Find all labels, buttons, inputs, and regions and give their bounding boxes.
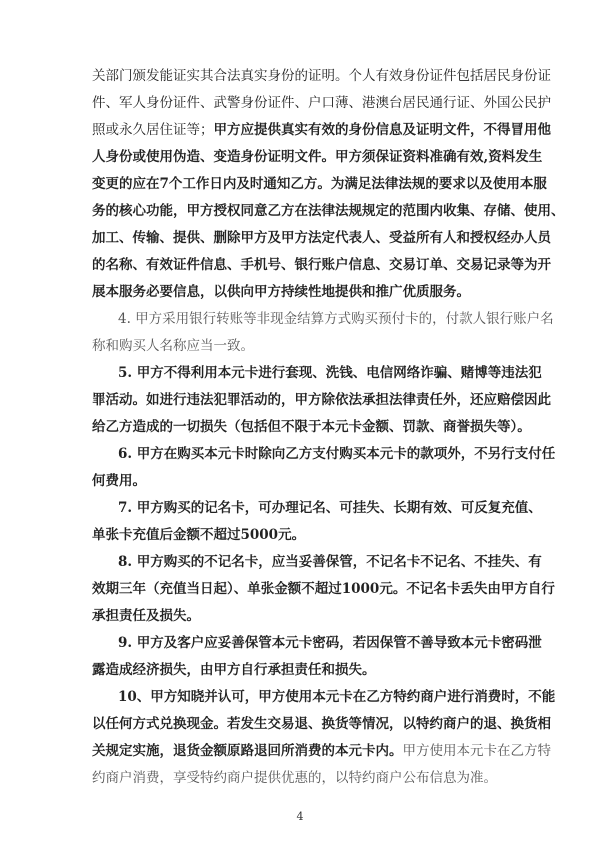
text-line: 6. 甲方在购买本元卡时除向乙方支付购买本元卡的款项外，不另行支付任 — [118, 446, 556, 462]
text-line: 效期三年（充值当日起）、单张金额不超过1000元。不记名卡丢失由甲方自行 — [92, 581, 555, 597]
text-line: 关规定实施，退货金额原路退回所消费的本元卡内。甲方使用本元卡在乙方特 — [92, 743, 551, 759]
text-line: 人身份或使用伪造、变造身份证明文件。甲方须保证资料准确有效,资料发生 — [92, 149, 543, 165]
text-line: 称和购买人名称应当一致。 — [92, 338, 254, 354]
text-line: 承担责任及损失。 — [92, 608, 200, 624]
text-line: 给乙方造成的一切损失（包括但不限于本元卡金额、罚款、商誉损失等）。 — [92, 419, 531, 435]
text-line: 7. 甲方购买的记名卡，可办理记名、可挂失、长期有效、可反复充值、 — [118, 500, 542, 516]
text-line: 露造成经济损失，由甲方自行承担责任和损失。 — [92, 662, 376, 678]
text-line: 罪活动。如进行违法犯罪活动的，甲方除依法承担法律责任外，还应赔偿因此 — [92, 392, 551, 408]
page-number: 4 — [296, 810, 304, 823]
text-line: 件、军人身份证件、武警身份证件、户口薄、港澳台居民通行证、外国公民护 — [92, 95, 551, 111]
text-line: 以任何方式兑换现金。若发生交易退、换货等情况，以特约商户的退、换货相 — [92, 716, 551, 732]
text-line: 10、甲方知晓并认可，甲方使用本元卡在乙方特约商户进行消费时，不能 — [118, 689, 556, 705]
text-line: 加工、传输、提供、删除甲方及甲方法定代表人、受益所有人和授权经办人员 — [92, 230, 551, 246]
text-line: 务的核心功能，甲方授权同意乙方在法律法规规定的范围内收集、存储、使用、 — [92, 203, 565, 219]
text-line: 展本服务必要信息，以供向甲方持续性地提供和推广优质服务。 — [92, 284, 470, 300]
text-line: 变更的应在7个工作日内及时通知乙方。为满足法律法规的要求以及使用本服 — [92, 176, 547, 192]
text-line: 9. 甲方及客户应妥善保管本元卡密码，若因保管不善导致本元卡密码泄 — [118, 635, 542, 651]
text-line: 约商户消费，享受特约商户提供优惠的，以特约商户公布信息为准。 — [92, 770, 497, 786]
text-line: 4. 甲方采用银行转账等非现金结算方式购买预付卡的，付款人银行账户名 — [118, 311, 554, 327]
text-line: 何费用。 — [92, 473, 146, 489]
text-line: 5. 甲方不得利用本元卡进行套现、洗钱、电信网络诈骗、赌博等违法犯 — [118, 365, 542, 381]
text-line: 的名称、有效证件信息、手机号、银行账户信息、交易订单、交易记录等为开 — [92, 257, 551, 273]
text-line: 8. 甲方购买的不记名卡，应当妥善保管，不记名卡不记名、不挂失、有 — [118, 554, 542, 570]
text-line: 照或永久居住证等；甲方应提供真实有效的身份信息及证明文件，不得冒用他 — [92, 122, 551, 138]
text-line: 关部门颁发能证实其合法真实身份的证明。个人有效身份证件包括居民身份证 — [92, 68, 551, 84]
text-line: 单张卡充值后金额不超过5000元。 — [92, 527, 306, 543]
